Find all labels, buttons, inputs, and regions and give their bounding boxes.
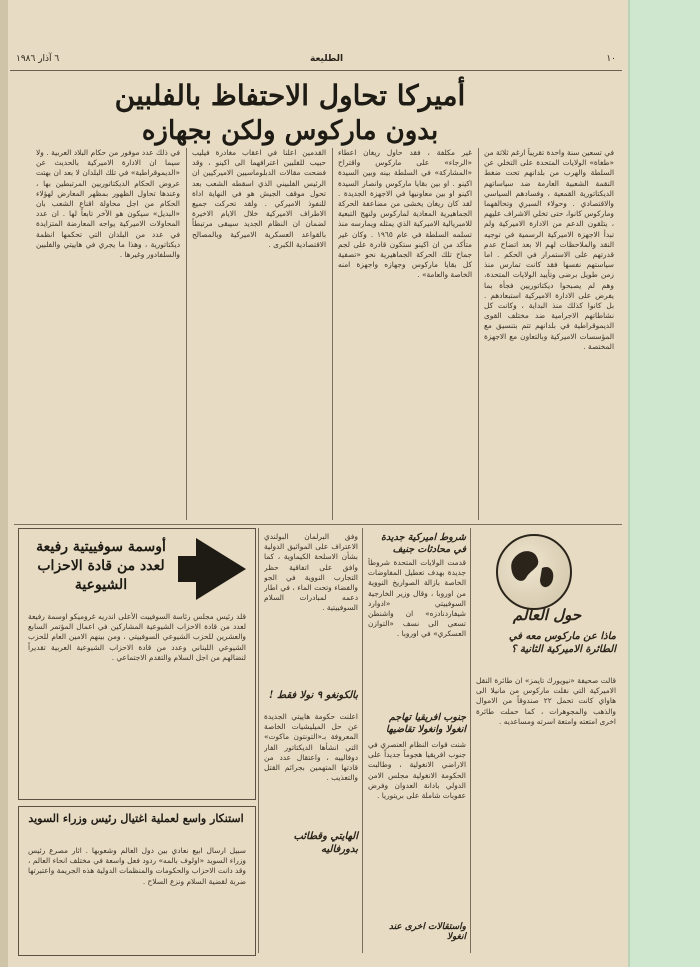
column-divider [470,528,471,953]
congo-headline: بالكونغو ٩ نولا فقط ! [268,690,358,701]
marcos-plane-headline: ماذا عن ماركوس معه في الطائرة الاميركية الثانية ؟ [508,631,616,655]
column-divider [362,528,363,953]
page-header [10,50,622,71]
south-africa-headline: جنوب افريقيا تهاجم انغولا وانغولا تقاضيها [385,712,466,735]
angola-headline: واستقالات اخرى عند انغولا [388,922,466,942]
sweden-headline: استنكار واسع لعملية اغتيال رئيس وزراء السويد [28,812,244,825]
page-number: ١٠ [606,54,616,64]
geneva-story: قدمت الولايات المتحدة شروطاً جديدة بهدف تعطيل المفاوضات الخاصة بازالة الصواريخ النووية من اوروبا ، وقال وزير الخارجية السوفييتي «ادوارد شيفاردنادزه» ان واشنطن تسعى الى نسف «التوازن العسكري» في اوروبا . [368,558,466,639]
page-margin-strip [628,0,700,967]
headline-line-1: أميركا تحاول الاحتفاظ بالفلبين [114,79,466,112]
column-divider [186,148,187,520]
haiti-headline: الهايتي وقطائب بدورفاليه [293,831,358,855]
arrow-icon [176,536,248,602]
issue-date: ٦ آذار ١٩٨٦ [16,54,60,64]
globe-icon [496,534,572,610]
article-column-1: في تسعين سنة واحدة تقريباً ارغم ثلاثة من «طغاة» الولايات المتحدة على التخلي عن السلطة والهرب من بلدانهم تحت ضغط النقمة الشعبية العارمة ضد سياساتهم الديكتاتورية القمعية ، وفسادهم السياسي والاقتصادي . وحولاء السبري وتحالفهما وماركوس كانوا، حتى تخلي الاشراف عليهم ، يتلقون الدعم من الادارة الاميركية ولم تبدأ الاجهزة الاميركية الرسمية في توجيه النقد والملاحظات لهم الا بعد اتضاح عدم قدرتهم على الاستمرار في الحكم . اما سياستهم نفسها فقد كانت تمارس منذ زمن طويل برضى وتأييد الولايات المتحدة، وهم لم يصبحوا ديكتاتوريين فجأة بما يفرض على الادارة الاميركية استبعادهم . بل كانوا كذلك منذ البداية ، وكانت كل نشاطاتهم الاجرامية ضد مختلف القوى الديموقراطية في بلدانهم تتم بتنسيق مع المؤسسات الاميركية وبالتعاون مع الاجهزة المختصة . [484,148,614,351]
section-divider [14,524,622,525]
article-column-2: غير مكلفة ، فقد حاول ريغان اعطاء «الرجاء» على ماركوس واقتراح «المشاركة» في السلطة بينه وبين السيدة اكينو . او بين بقايا ماركوس وانصار السيدة اكينو او بين معاونيها في الاجهزة الجديدة . لقد كان ريغان يخشى من مضاعفة الحركة الجماهيرية المعادية لماركوس ولنهج التبعية للامبريالية الاميركية الذي يمثله ويمارسه منذ تسلمه السلطة في عام ١٩٦٥ . وكان غير متأكد من ان اكينو ستكون قادرة على لجم جماح تلك الحركة الجماهيرية نحو «تصفية كل بقايا ماركوس وجهازه واجهزة امنه الخاصة والعامة» . [338,148,472,280]
sweden-story: سبيل ارسال ابيع نعادي بين دول العالم وشعوبها . اثار مصرع رئيس وزراء السويد «اولوف بالمه» ردود فعل واسعة في مختلف انحاء العالم ، وقد دانت الاحزاب والحكومات والمنظمات الدولية هذه الجريمة واعتبرتها ضربة لقضية السلام ونزع السلاح . [28,846,246,886]
main-headline [40,78,540,148]
soviet-medals-headline: أوسمة سوفييتية رفيعة لعدد من قادة الاحزاب الشيوعية [36,539,166,593]
article-column-3: القدمين اعلنا في اعقاب مغادرة فيليب حبيب للفلبين اعترافهما الى اكينو ، وقد فضحت مقالات الدبلوماسيين الاميركيين ان الرئيس الفلبيني الذي اسقطه الشعب بعد تحول موقف الجيش هو في النهاية اداة للنفوذ الاميركي . ولقد تحركت جميع الاطراف الاميركية خلال الايام الاخيرة لضمان ان النظام الجديد سيبقى مرتبطاً بالقواعد العسكرية الاميركية وبالمصالح الاقتصادية الكبرى . [192,148,326,249]
section-title: الطليعة [310,54,344,64]
geneva-headline: شروط اميركية جديدة في محادثات جنيف [381,532,466,555]
soviet-medals-story: قلد رئيس مجلس رئاسة السوفييت الأعلى اندريه غروميكو اوسمة رفيعة لعدد من قادة الاحزاب الشيوعية المشاركين في اعمال المؤتمر السابع والعشرين للحزب الشيوعي السوفييتي ، ومن بينهم الامين العام للحزب الشيوعي اللبناني وعدد من قادة الاحزاب الشيوعية العربية تقديراً لنضالهم من اجل السلام والتقدم الاجتماعي . [28,612,246,662]
column-divider [258,528,259,953]
headline-line-2: بدون ماركوس ولكن بجهازه [141,116,439,146]
marcos-plane-story: قالت صحيفة «نيويورك تايمز» ان طائرة النقل الاميركية التي نقلت ماركوس من مانيلا الى هاواي كانت تحمل ٢٢ صندوقاً من الاموال والذهب والمجوهرات ، كما حملت طائرة اخرى امتعته وامتعة اسرته ومساعديه . [476,676,616,726]
column-divider [332,148,333,520]
south-africa-story: شنت قوات النظام العنصري في جنوب افريقيا هجوماً جديداً على الاراضي الانغولية ، وطالبت الحكومة الانغولية مجلس الامن الدولي بادانة العدوان وفرض عقوبات شاملة على بريتوريا . [368,740,466,801]
poland-story: وفق البرلمان البولندي الاعتراف على المواثيق الدولية بشأن الاسلحة الكيماوية ، كما وافق على اتفاقية حظر التجارب النووية في الجو والفضاء وتحت الماء ، في اطار دعمه لمبادرات السلام السوفييتية . [264,532,358,613]
column-divider [478,148,479,520]
haiti-story: اعلنت حكومة هاييتي الجديدة عن حل الميليشيات الخاصة المعروفة بـ«التونتون ماكوت» التي انشأها الديكتاتور الفار دوفالييه ، واعتقال عدد من قادتها المتهمين بجرائم القتل والتعذيب . [264,712,358,783]
article-column-4: في ذلك عدد موفور من حكام البلاد العربية . ولا سيما ان الادارة الاميركية بالحديث عن «الديموقراطية» في تلك البلدان لا بعد ان بهتت عروض الحكام الديكتاتوريين المرتبطين بها ، وعندها تحاول الظهور بمظهر المعارض لهؤلاء الحكام من اجل محاولة اقناع الشعب بان «البديل» سيكون هو الآخر تابعاً لها . ان عدد المحاولات الاميركية يواجه المعارضة المتزايدة في عدد من البلدان التي تحكمها انظمة ديكتاتورية ، وهذا ما يجري في هاييتي والفلبين والسلفادور وغيرها . [36,148,180,260]
world-news-title: حول العالم [512,606,582,624]
